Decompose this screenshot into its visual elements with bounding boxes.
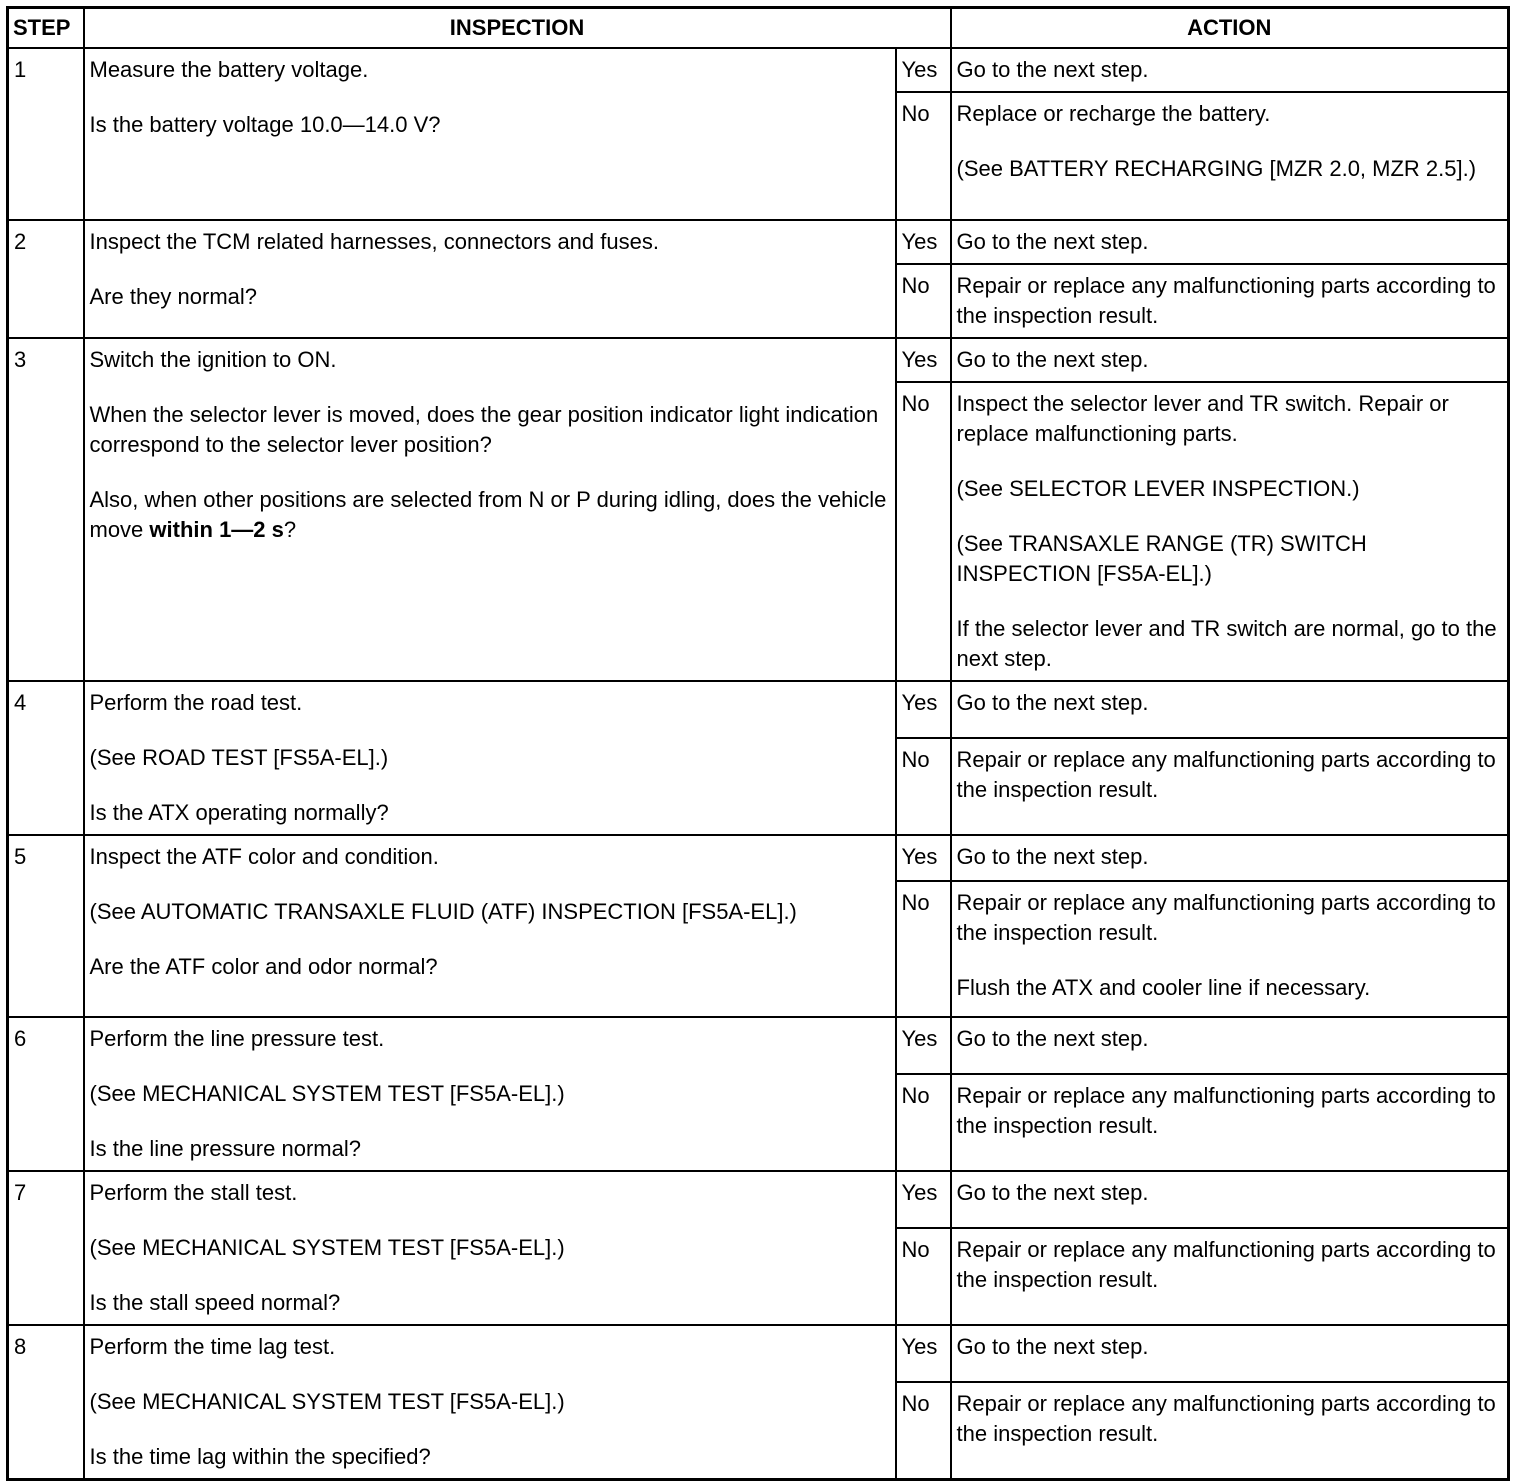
inspection-text: (See ROAD TEST [FS5A-EL].) (89, 745, 389, 770)
table-row (8, 48, 1509, 92)
yes-action-cell (951, 48, 1509, 92)
no-action-text: Repair or replace any malfunctioning parts according to the inspection result. (956, 1390, 1496, 1446)
no-action-text: (See SELECTOR LEVER INSPECTION.) (956, 476, 1360, 501)
no-action-text: Repair or replace any malfunctioning parts according to the inspection result. (956, 1236, 1496, 1292)
no-action-text: Repair or replace any malfunctioning parts according to the inspection result. (956, 890, 1496, 945)
inspection-text: When the selector lever is moved, does the gear position indicator light indication correspond to the selector lever position? (89, 402, 879, 457)
yes-action-cell (951, 1325, 1509, 1382)
step-number: 5 (8, 835, 84, 1017)
yes-action-cell (951, 220, 1509, 264)
inspection-text: Perform the line pressure test. (89, 1026, 385, 1051)
no-action-cell (951, 1074, 1509, 1171)
yes-label: Yes (896, 835, 951, 881)
yes-action-cell (951, 681, 1509, 738)
table-row (8, 338, 1509, 382)
inspection-column-header: INSPECTION (84, 8, 951, 49)
inspection-text: Are the ATF color and odor normal? (89, 954, 438, 979)
table-header-row (8, 8, 1509, 49)
no-label: No (896, 1228, 951, 1325)
inspection-text: Perform the stall test. (89, 1180, 298, 1205)
inspection-text: Is the ATX operating normally? (89, 800, 389, 825)
no-label: No (896, 738, 951, 835)
inspection-cell (84, 338, 896, 681)
no-action-cell (951, 92, 1509, 220)
no-action-cell (951, 738, 1509, 835)
step-number: 7 (8, 1171, 84, 1325)
no-action-cell (951, 382, 1509, 681)
inspection-text (90, 485, 890, 545)
no-action-text: Flush the ATX and cooler line if necessary. (956, 975, 1371, 1000)
yes-action-text: Go to the next step. (956, 1026, 1149, 1051)
no-action-text: Repair or replace any malfunctioning parts according to the inspection result. (956, 1082, 1496, 1138)
no-label: No (896, 92, 951, 220)
inspection-cell (84, 48, 896, 220)
yes-action-text: Go to the next step. (956, 57, 1149, 82)
table-row (8, 220, 1509, 264)
yes-action-cell (951, 1017, 1509, 1074)
inspection-text-part: ? (283, 517, 297, 542)
inspection-text: Inspect the TCM related harnesses, connectors and fuses. (89, 229, 659, 254)
no-action-cell (951, 1382, 1509, 1480)
inspection-text: (See MECHANICAL SYSTEM TEST [FS5A-EL].) (89, 1235, 565, 1260)
inspection-text: Is the battery voltage 10.0—14.0 V? (89, 112, 441, 137)
yes-action-text: Go to the next step. (956, 690, 1149, 715)
step-column-header: STEP (8, 8, 84, 49)
inspection-text: Inspect the ATF color and condition. (89, 844, 439, 869)
yes-label: Yes (896, 220, 951, 264)
step-number: 8 (8, 1325, 84, 1480)
no-action-text: (See TRANSAXLE RANGE (TR) SWITCH INSPECTION [FS5A-EL].) (956, 531, 1367, 586)
inspection-text: Perform the time lag test. (89, 1334, 336, 1359)
yes-action-text: Go to the next step. (956, 229, 1149, 254)
inspection-text-part: Also, when other positions are selected from N or P during idling, does the vehicle move (89, 487, 887, 542)
inspection-text: (See MECHANICAL SYSTEM TEST [FS5A-EL].) (89, 1081, 565, 1106)
yes-label: Yes (896, 48, 951, 92)
step-number: 6 (8, 1017, 84, 1171)
no-action-text: (See BATTERY RECHARGING [MZR 2.0, MZR 2.5].) (956, 156, 1477, 181)
no-label: No (896, 264, 951, 338)
yes-label: Yes (896, 1017, 951, 1074)
no-label: No (896, 1074, 951, 1171)
inspection-spec-value: within 1—2 s (149, 517, 284, 542)
yes-action-text: Go to the next step. (956, 844, 1149, 869)
table-row (8, 681, 1509, 738)
inspection-cell (84, 835, 896, 1017)
no-action-cell (951, 264, 1509, 338)
inspection-text: Is the stall speed normal? (89, 1290, 341, 1315)
inspection-text: Is the line pressure normal? (89, 1136, 361, 1161)
diagnostic-table (6, 6, 1510, 1481)
table-row (8, 1171, 1509, 1228)
inspection-cell (84, 681, 896, 835)
no-action-cell (951, 1228, 1509, 1325)
yes-action-text: Go to the next step. (956, 1334, 1149, 1359)
no-action-text: Inspect the selector lever and TR switch. Repair or replace malfunctioning parts. (956, 391, 1449, 446)
yes-label: Yes (896, 681, 951, 738)
inspection-text: Measure the battery voltage. (89, 57, 369, 82)
no-label: No (896, 881, 951, 1017)
yes-action-cell (951, 338, 1509, 382)
yes-action-text: Go to the next step. (956, 347, 1149, 372)
step-number: 2 (8, 220, 84, 338)
table-row (8, 1017, 1509, 1074)
diagnostic-procedure-page (6, 6, 1507, 1469)
table-body (8, 48, 1509, 1480)
yes-action-text: Go to the next step. (956, 1180, 1149, 1205)
inspection-text: (See AUTOMATIC TRANSAXLE FLUID (ATF) INSPECTION [FS5A-EL].) (89, 899, 797, 924)
no-action-text: Repair or replace any malfunctioning parts according to the inspection result. (956, 746, 1496, 802)
inspection-cell (84, 1325, 896, 1480)
yes-action-cell (951, 1171, 1509, 1228)
step-number: 1 (8, 48, 84, 220)
inspection-text: Is the time lag within the specified? (89, 1444, 431, 1469)
no-action-text: If the selector lever and TR switch are normal, go to the next step. (956, 616, 1497, 671)
yes-action-cell (951, 835, 1509, 881)
inspection-text: (See MECHANICAL SYSTEM TEST [FS5A-EL].) (89, 1389, 565, 1414)
inspection-text: Perform the road test. (89, 690, 303, 715)
no-action-text: Replace or recharge the battery. (956, 101, 1271, 126)
yes-label: Yes (896, 338, 951, 382)
no-label: No (896, 382, 951, 681)
action-column-header: ACTION (951, 8, 1509, 49)
no-label: No (896, 1382, 951, 1480)
no-action-text: Repair or replace any malfunctioning parts according to the inspection result. (956, 273, 1496, 328)
step-number: 4 (8, 681, 84, 835)
inspection-text: Are they normal? (89, 284, 258, 309)
no-action-cell (951, 881, 1509, 1017)
yes-label: Yes (896, 1325, 951, 1382)
inspection-text: Switch the ignition to ON. (89, 347, 337, 372)
step-number: 3 (8, 338, 84, 681)
inspection-cell (84, 220, 896, 338)
yes-label: Yes (896, 1171, 951, 1228)
table-row (8, 835, 1509, 881)
inspection-cell (84, 1017, 896, 1171)
table-row (8, 1325, 1509, 1382)
inspection-cell (84, 1171, 896, 1325)
